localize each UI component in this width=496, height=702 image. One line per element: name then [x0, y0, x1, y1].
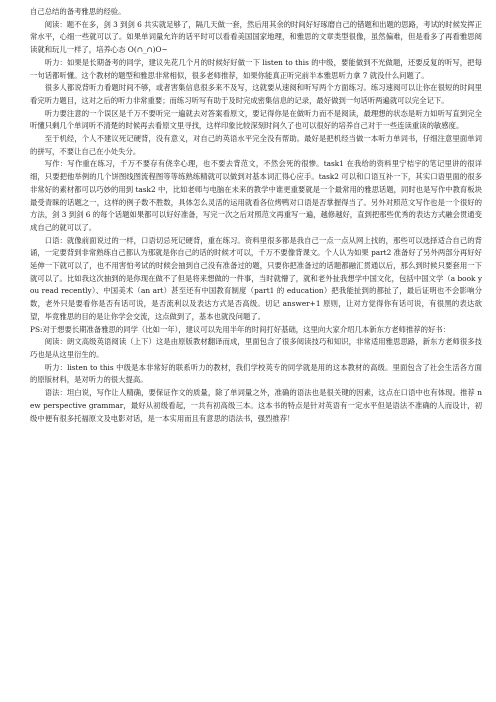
paragraph-ps: PS:对于想要长期准备雅思的同学（比如一年），建议可以先用半年的时间打好基础，这里向大家介绍几本新东方老师推荐的好书： [30, 324, 451, 334]
paragraph-writing: 写作：写作重在练习，千万不要存有侥幸心理，也不要去背范文，不然会死的很惨。task1 在我给的资料里宁桔宇的笔记里讲的很详细，只要把他举例的几个饼图线图流程图等等练熟练精就可以做到对基本词汇得心应手。task2 可以和口语互补一下，其实口语里面的很多非常好的素材都可以巧妙的用到 task2 中，比如老师与电脑在未来的教学中谁更重要就是一个最常用的雅思话题，同时也是写作中教育板块最受青睐的话题之一，这样的例子数不胜数，具体怎么灵活的运用就看各位烤鸭对口语是否掌握得当了。另外对照范文写作也是一个很好的方法，剑 3 到剑 6 的每个话题如果都可以好好准备，写完一次之后对照范文再重写一遍，越修越好，直到把那些优秀的表达方式融会贯通变成自己的就可以了。 [30, 159, 482, 232]
paragraph-speaking: 口语：就像前面说过的一样，口语切忌死记硬背，重在练习。资料里很多都是我自己一点一点从网上找的，那些可以选择适合自己的背诵，一定要背到非常熟练自己都认为那就是你自己的话的时候才可以，千万不要像背课文。个人认为如果 part2 准备好了另外两部分再好好延伸一下就可以了，也不用害怕考试的时候会抽到自己没有准备过的题，只要你把准备过的话题都融汇贯通以后，那么到时候只要套用一下就可以了。比如我这次抽到的是你现在做不了但是将来想做的一件事，当时就懵了，就和老外扯我想学中国文化，包括中国文学（a book you read recently）、中国美术（an art）甚至还有中国教育制度（part1 的 education）把我能扯到的都扯了，最后证明也不会影响分数，老外只是要看你是否有话可说，是否流利以及表达方式是否高级。切记 answer+1 原则，让对方觉得你有话可说，有很黑的表达欲望，毕竟雅思的目的是让你学会交流，这点做到了，基本也就没问题了。 [30, 235, 482, 321]
paragraph: 至于机经，个人不建议死记硬背，没有意义，对自己的英语水平完全没有帮助。最好是把机经当做一本听力单词书，仔细注意里面单词的拼写，不要让自己在小处失分。 [30, 134, 482, 156]
paragraph: 听力要注意的一个误区是千万不要听完一遍就去对答案看原文，要记得你是在做听力而不是阅读，最理想的状态是听力如听写直到完全听懂只剩几个单词听不清楚的时候再去看原文里寻找，这样印象比较深刻时间久了也可以很好的培养自己对于一些连读重读的敏感度。 [30, 108, 482, 131]
paragraph: 自己总结的备考雅思的经验。 [30, 7, 126, 16]
paragraph-reading: 阅读：题不在多，剑 3 到剑 6 共实就足够了，隔几天做一套，然后用其余的时间好好琢磨自己的错题和出题的思路，考试的时候发挥正常水平，心细一些就可以了。如果单词量允许的话平时可以看看美国国家地理，和雅思的文章类型很像，虽然偏难，但是看多了再看雅思阅读就和玩儿一样了，培养心态 O(∩_∩)O~ [30, 19, 482, 55]
paragraph-book-grammar: 语法：坦白说，写作让人精确，要保证作文的质量，除了单词量之外，准确的语法也是很关键的因素，这点在口语中也有体现。推荐 new perspective grammar，最好从初级看起，一共有初高级三本。这本书的特点是针对英语有一定水平但是语法不准确的人而设计，初级中便有很多托福原文及电影对话，是一本实用而且有意思的语法书，强烈推荐！ [30, 388, 482, 423]
paragraph-book-listening: 听力：listen to this 中级是本非常好的联系听力的教材，我们学校英专的同学就是用的这本教材的高级。里面包含了社会生活各方面的原版材料，是对听力的很大提高。 [30, 362, 482, 385]
paragraph-book-reading: 阅读：朗文高级英语阅读（上下）这是由原版教材翻译而成，里面包含了很多阅读技巧和知识，非常适用雅思思路，新东方老师很多技巧也是从这里衍生的。 [30, 337, 482, 359]
paragraph: 很多人都说背听力看题时间不够，或者害集信息很多来不及写，这就要从速阅和听写两个方面练习。练习速阅可以让你在很短的时间里看完听力题目，这对之后的听力非常重要；而练习听写有助于及时完成密集信息的记录，最好做到一句话听两遍就可以完全记下。 [30, 83, 482, 105]
paragraph-listening: 听力：如果是长期备考的同学，建议先花几个月的时候好好做一下 listen to this 的中级，要能做到不光做题，还要反复的听写，把每一句话都听懂。这个教材的题型和雅思非常相似，很多老师推荐，如果你能真正听完前半本雅思听力拿 7 就没什么问题了。 [30, 57, 482, 80]
